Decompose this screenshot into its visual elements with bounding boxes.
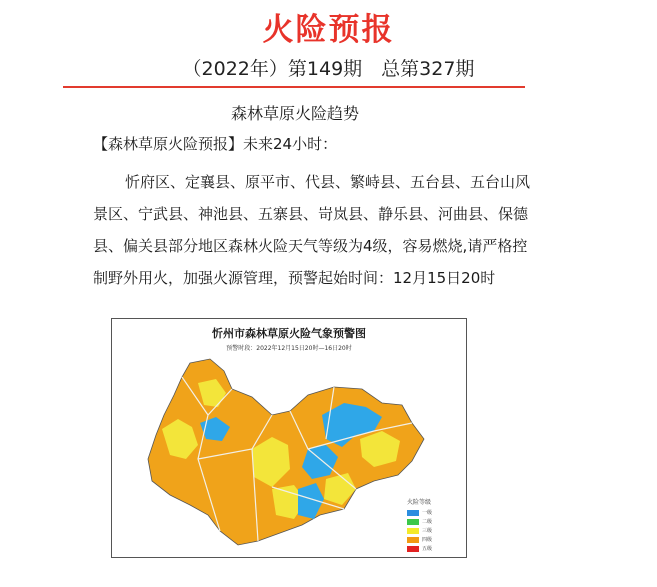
legend-label: 二级 — [422, 519, 433, 525]
legend-item — [407, 508, 457, 517]
report-title: 火险预报 — [262, 12, 395, 48]
legend-label: 三级 — [422, 528, 433, 534]
legend-title: 火险等级 — [407, 499, 432, 506]
legend-item — [407, 535, 457, 544]
legend-label: 四级 — [422, 537, 433, 543]
red-divider — [63, 86, 525, 88]
map-time: 预警时段：2022年12月15日20时—16日20时 — [226, 345, 352, 352]
forecast-body: 忻府区、定襄县、原平市、代县、繁峙县、五台县、五台山风景区、宁武县、神池县、五寨县、岢岚县、静乐县、河曲县、保德县、偏关县部分地区森林火险天气等级为4级，容易燃烧,请严格控制野外用火，加强火源管理，预警起始时间：12月15日20时 — [93, 173, 531, 287]
legend-swatch — [407, 519, 419, 525]
legend-item — [407, 544, 457, 553]
forecast-label: 【森林草原火险预报】未来24小时： — [93, 135, 338, 153]
map-title: 忻州市森林草原火险气象预警图 — [212, 327, 366, 340]
legend-item — [407, 526, 457, 535]
map-legend — [407, 497, 457, 553]
legend-label: 五级 — [422, 546, 433, 552]
section-subtitle: 森林草原火险趋势 — [230, 104, 359, 123]
legend-swatch — [407, 546, 419, 552]
legend-label: 一级 — [422, 510, 433, 516]
issue-number: （2022年）第149期 总第327期 — [182, 58, 475, 80]
legend-swatch — [407, 510, 419, 516]
legend-item — [407, 517, 457, 526]
legend-swatch — [407, 528, 419, 534]
legend-swatch — [407, 537, 419, 543]
fire-risk-map — [111, 318, 467, 558]
